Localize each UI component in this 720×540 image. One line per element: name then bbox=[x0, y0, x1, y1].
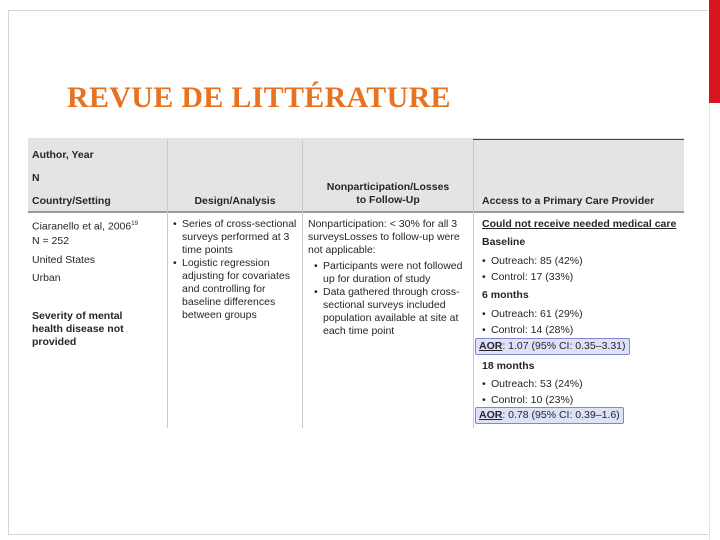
list-item: • Logistic regression adjusting for covariates and controlling for baseline differences between groups bbox=[173, 257, 301, 322]
baseline-list bbox=[482, 255, 583, 284]
study-country: United States bbox=[32, 254, 96, 266]
header-author-year: Author, Year bbox=[32, 149, 94, 161]
six-months-label: 6 months bbox=[482, 289, 529, 301]
eighteen-months-list bbox=[482, 378, 583, 407]
study-severity-note: Severity of mental health disease not provided bbox=[32, 310, 124, 348]
study-author-cell: Ciaranello et al, 2006$^{19}$ bbox=[32, 220, 138, 233]
design-analysis-list bbox=[173, 218, 301, 322]
list-item: • Control: 14 (28%) bbox=[482, 324, 583, 337]
study-n: N = 252 bbox=[32, 235, 70, 247]
header-country-setting: Country/Setting bbox=[32, 195, 111, 207]
slide-frame-bottom bbox=[8, 534, 708, 535]
list-item: • Outreach: 61 (29%) bbox=[482, 308, 583, 321]
slide-frame-top bbox=[8, 10, 708, 11]
header-access-primary-care: Access to a Primary Care Provider bbox=[482, 195, 655, 207]
list-item: • Outreach: 53 (24%) bbox=[482, 378, 583, 391]
column-divider bbox=[473, 140, 474, 428]
slide-title: REVUE DE LITTÉRATURE bbox=[67, 81, 451, 114]
study-setting: Urban bbox=[32, 272, 61, 284]
list-item: • Data gathered through cross- sectional surveys included population available at site at each time point bbox=[314, 286, 472, 338]
accent-bar bbox=[709, 0, 720, 103]
column-divider bbox=[167, 140, 168, 428]
accent-line bbox=[709, 103, 710, 540]
header-design-analysis: Design/Analysis bbox=[194, 195, 276, 207]
aor-label: AOR bbox=[479, 409, 503, 421]
table-top-rule bbox=[473, 139, 684, 140]
aor-6-months-highlight bbox=[475, 338, 630, 355]
table-header-rule bbox=[28, 211, 684, 213]
access-heading: Could not receive needed medical care bbox=[482, 218, 677, 230]
aor-18-months-highlight bbox=[475, 407, 624, 424]
nonparticipation-cell: Nonparticipation: < 30% for all 3 surveysLosses to follow-up were not applicable: • Participants were not followed up for duration of study • Data gathered through cross- sectional surveys included population available at site at each time point bbox=[308, 218, 472, 338]
six-months-list bbox=[482, 308, 583, 337]
list-item: • Control: 17 (33%) bbox=[482, 271, 583, 284]
aor-18-months-value: : 0.78 (95% CI: 0.39–1.6) bbox=[502, 409, 620, 421]
aor-6-months-value: : 1.07 (95% CI: 0.35–3.31) bbox=[502, 340, 626, 352]
literature-table bbox=[28, 138, 684, 428]
list-item: • Outreach: 85 (42%) bbox=[482, 255, 583, 268]
aor-label: AOR bbox=[479, 340, 503, 352]
list-item: • Series of cross-sectional surveys performed at 3 time points bbox=[173, 218, 301, 257]
list-item: • Control: 10 (23%) bbox=[482, 394, 583, 407]
slide-frame-left bbox=[8, 10, 9, 535]
header-nonparticipation: Nonparticipation/Losses to Follow-Up bbox=[326, 181, 450, 206]
baseline-label: Baseline bbox=[482, 236, 526, 248]
list-item: • Participants were not followed up for duration of study bbox=[314, 260, 472, 286]
header-n: N bbox=[32, 172, 40, 184]
eighteen-months-label: 18 months bbox=[482, 360, 535, 372]
